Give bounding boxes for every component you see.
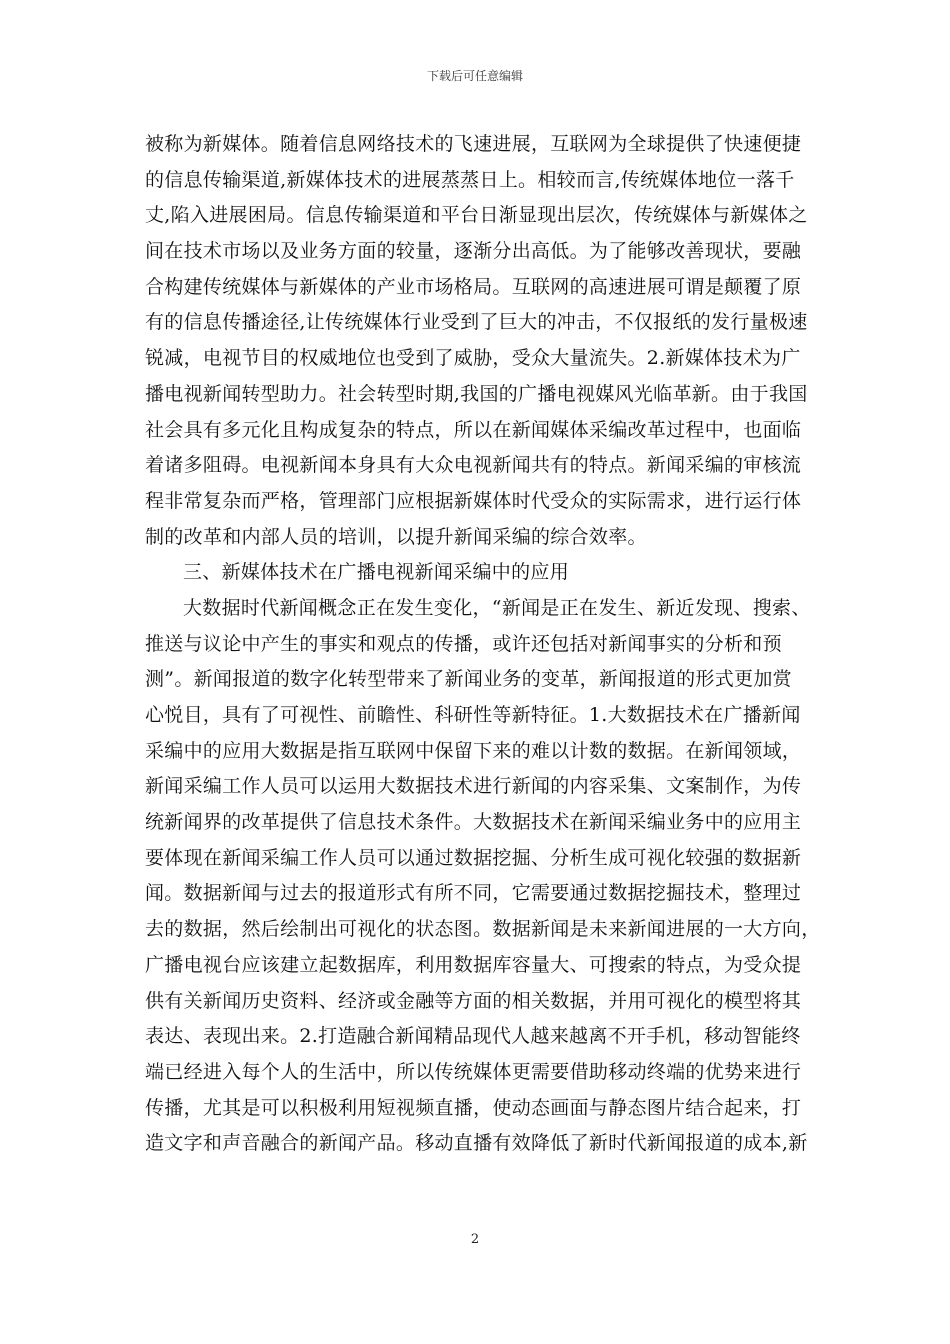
text-line: 造文字和声音融合的新闻产品。移动直播有效降低了新时代新闻报道的成本,新 (145, 1132, 808, 1155)
text-line: 表达、表现出来。2.打造融合新闻精品现代人越来越离不开手机，移动智能终 (145, 1025, 801, 1048)
text-line: 有的信息传播途径,让传统媒体行业受到了巨大的冲击，不仅报纸的发行量极速 (145, 311, 808, 334)
text-line: 采编中的应用大数据是指互联网中保留下来的难以计数的数据。在新闻领域， (145, 739, 802, 762)
text-line: 闻。数据新闻与过去的报道形式有所不同，它需要通过数据挖掘技术，整理过 (145, 882, 802, 905)
text-line: 新闻采编工作人员可以运用大数据技术进行新闻的内容采集、文案制作，为传 (145, 775, 802, 798)
text-line: 传播，尤其是可以积极利用短视频直播，使动态画面与静态图片结合起来，打 (145, 1096, 802, 1119)
section-heading: 三、新媒体技术在广播电视新闻采编中的应用 (183, 561, 570, 584)
text-line: 要体现在新闻采编工作人员可以通过数据挖掘、分析生成可视化较强的数据新 (145, 846, 802, 869)
text-line: 去的数据，然后绘制出可视化的状态图。数据新闻是未来新闻进展的一大方向， (145, 918, 821, 941)
text-line: 被称为新媒体。随着信息网络技术的飞速进展，互联网为全球提供了快速便捷 (145, 133, 802, 155)
text-line: 程非常复杂而严格，管理部门应根据新媒体时代受众的实际需求，进行运行体 (145, 489, 802, 512)
text-line: 的信息传输渠道,新媒体技术的进展蒸蒸日上。相较而言,传统媒体地位一落千 (145, 168, 795, 191)
text-line: 供有关新闻历史资料、经济或金融等方面的相关数据，并用可视化的模型将其 (145, 989, 802, 1012)
text-line: 推送与议论中产生的事实和观点的传播，或许还包括对新闻事实的分析和预 (145, 632, 782, 655)
text-line: 间在技术市场以及业务方面的较量，逐渐分出高低。为了能够改善现状，要融 (145, 240, 802, 263)
text-line: 丈,陷入进展困局。信息传输渠道和平台日渐显现出层次，传统媒体与新媒体之 (145, 204, 808, 227)
text-line: 大数据时代新闻概念正在发生变化，“新闻是正在发生、新近发现、搜索、 (183, 596, 811, 619)
text-line: 合构建传统媒体与新媒体的产业市场格局。互联网的高速进展可谓是颠覆了原 (145, 275, 802, 298)
text-line: 制的改革和内部人员的培训，以提升新闻采编的综合效率。 (145, 525, 647, 548)
text-line: 广播电视台应该建立起数据库，利用数据库容量大、可搜索的特点，为受众提 (145, 953, 802, 976)
page-header: 下载后可任意编辑 (426, 69, 523, 83)
text-line: 锐减，电视节目的权威地位也受到了威胁，受众大量流失。2.新媒体技术为广 (145, 347, 801, 370)
text-line: 播电视新闻转型助力。社会转型时期,我国的广播电视媒风光临革新。由于我国 (145, 382, 808, 405)
text-line: 社会具有多元化且构成复杂的特点，所以在新闻媒体采编改革过程中，也面临 (145, 418, 802, 441)
text-line: 测”。新闻报道的数字化转型带来了新闻业务的变革，新闻报道的形式更加赏 (145, 668, 792, 691)
page-number: 2 (470, 1232, 480, 1247)
text-line: 端已经进入每个人的生活中，所以传统媒体更需要借助移动终端的优势来进行 (145, 1060, 802, 1083)
text-line: 统新闻界的改革提供了信息技术条件。大数据技术在新闻采编业务中的应用主 (145, 811, 802, 834)
document-body (145, 127, 821, 1162)
text-line: 着诸多阻碍。电视新闻本身具有大众电视新闻共有的特点。新闻采编的审核流 (145, 454, 802, 477)
text-line: 心悦目，具有了可视性、前瞻性、科研性等新特征。1.大数据技术在广播新闻 (145, 704, 801, 726)
